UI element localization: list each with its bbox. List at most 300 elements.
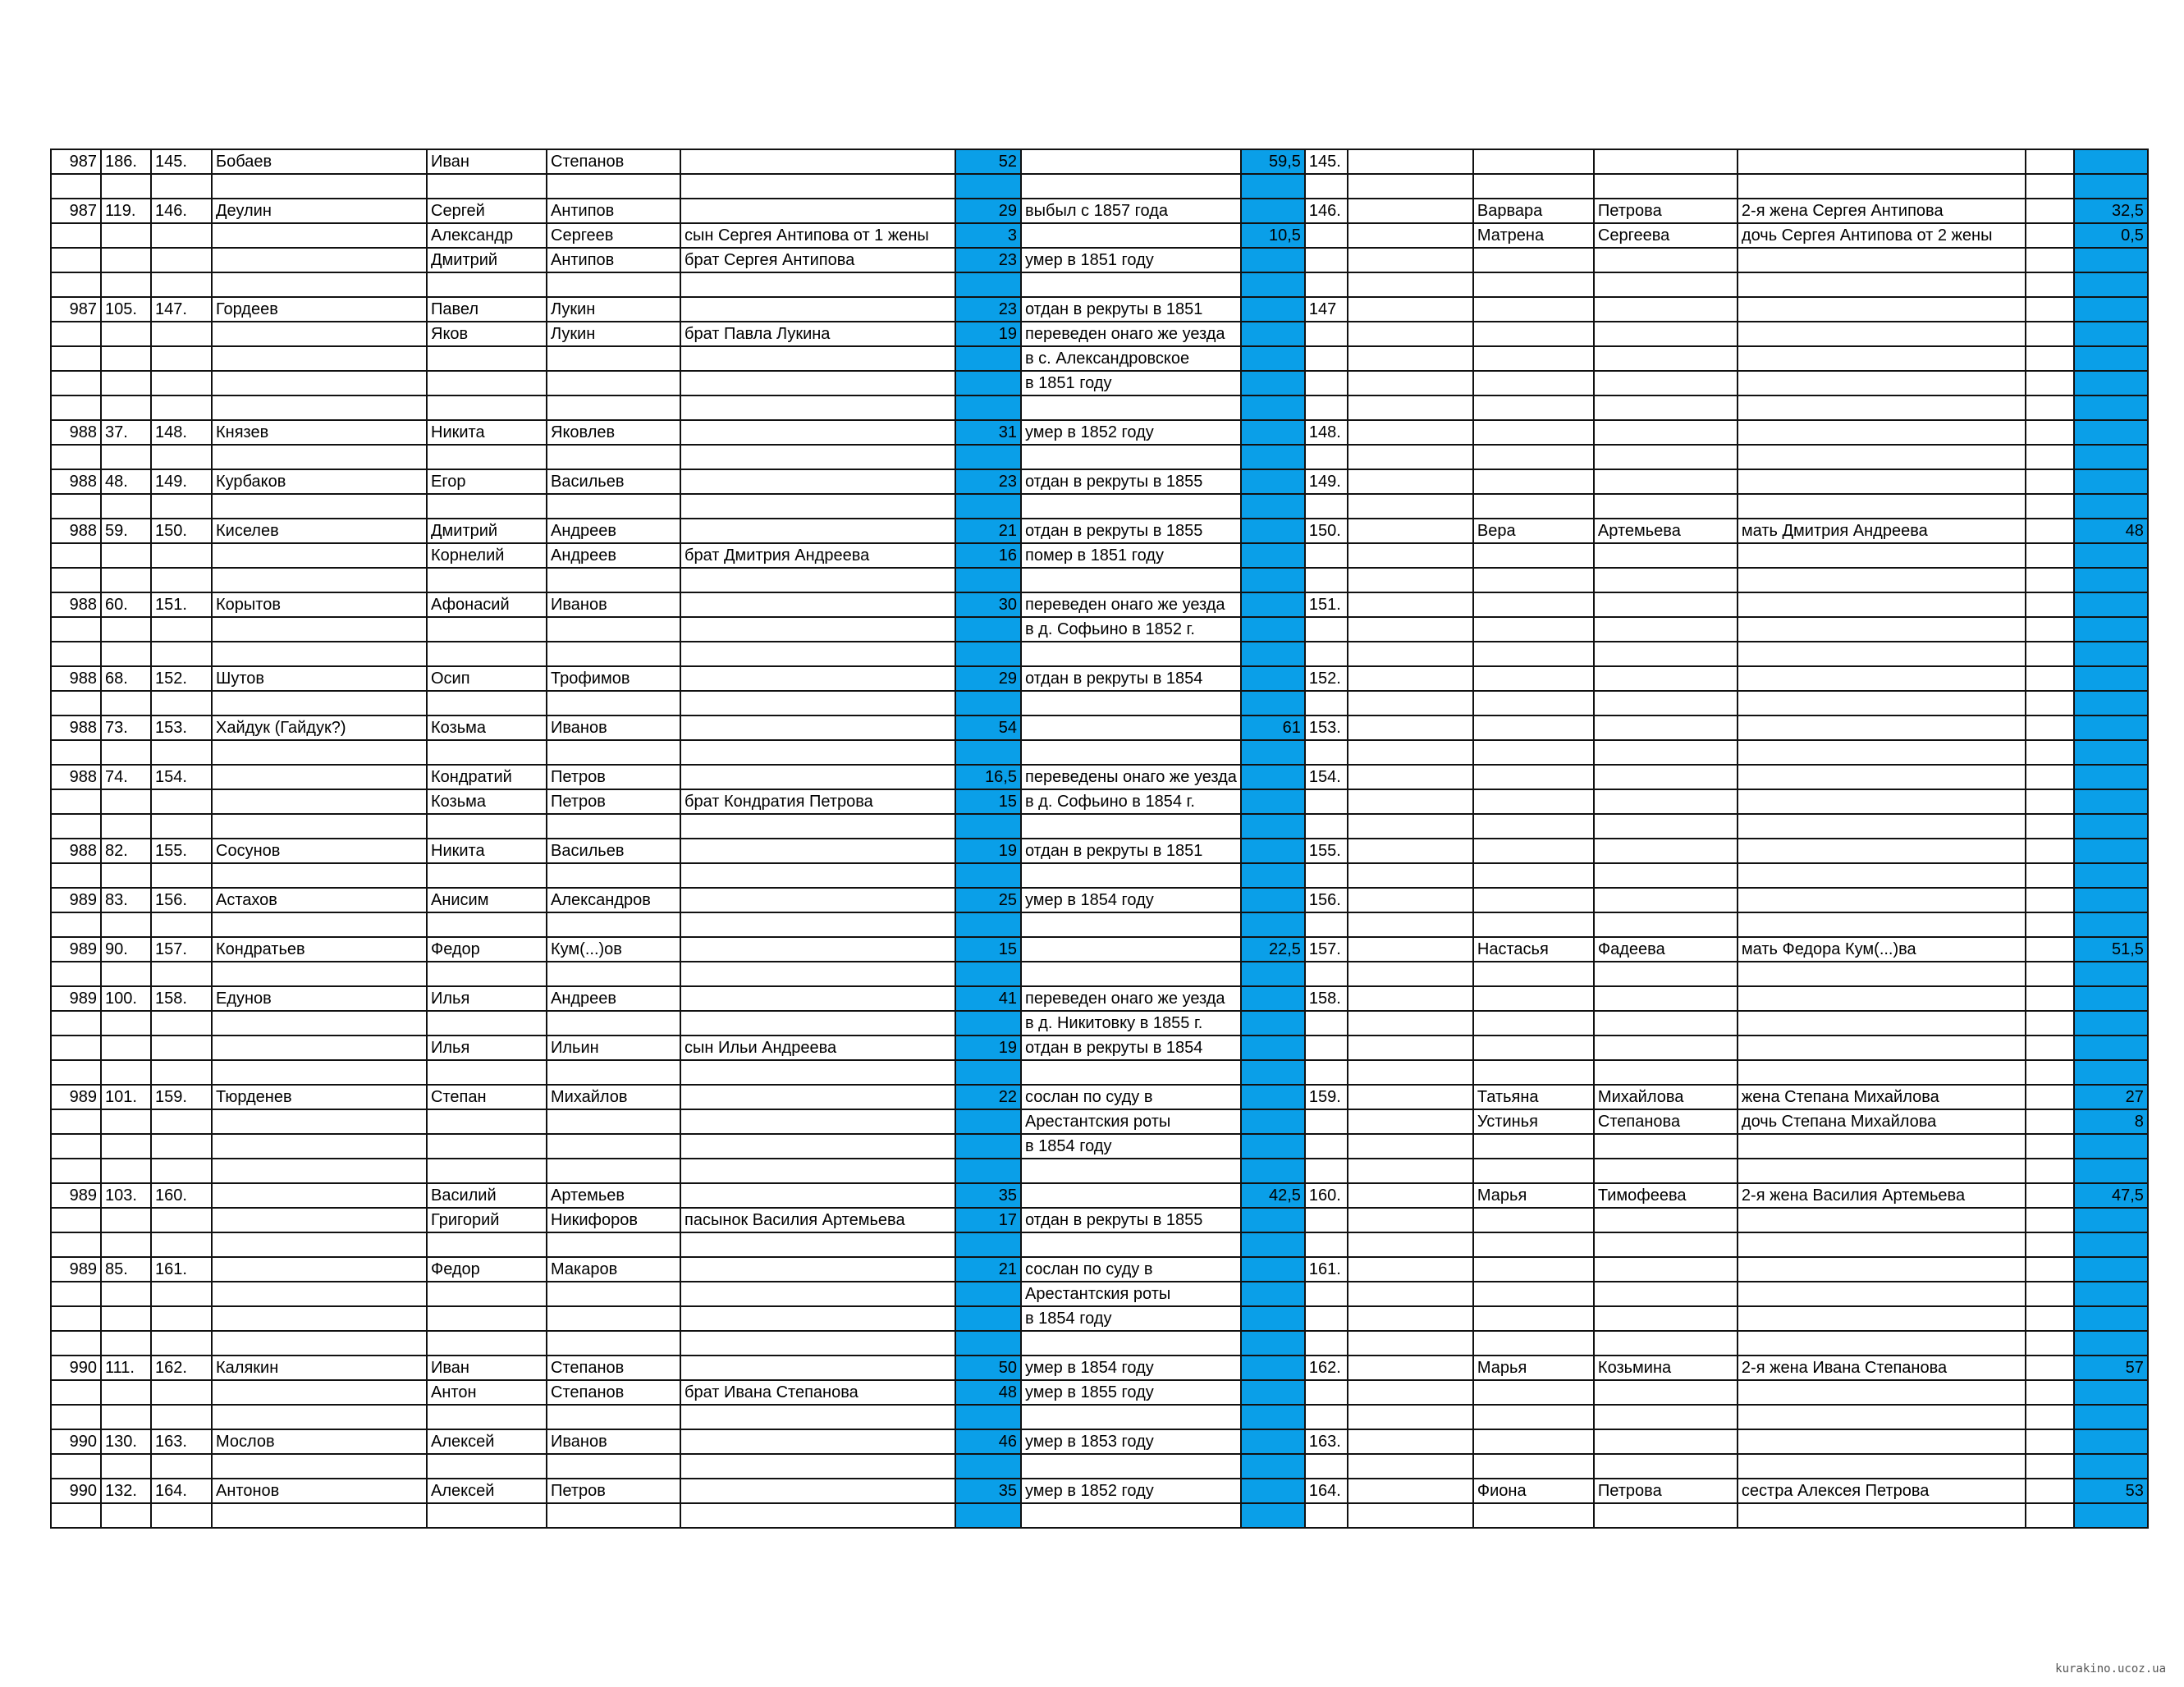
female-age-cell: 48: [2074, 519, 2148, 543]
female-age-cell: [2074, 297, 2148, 322]
female-extra-cell: [2026, 1454, 2074, 1479]
table-row: [51, 248, 2148, 272]
household-number-cell: [151, 912, 212, 937]
male-patronymic-cell: Лукин: [547, 297, 680, 322]
household-old-number-cell: 73.: [101, 715, 151, 740]
surname-cell: Сосунов: [212, 839, 427, 863]
female-age-cell: 47,5: [2074, 1183, 2148, 1208]
female-age-cell: [2074, 1405, 2148, 1429]
male-first-name-cell: Козьма: [427, 715, 547, 740]
surname-cell: [212, 789, 427, 814]
household-number-cell: 151.: [151, 592, 212, 617]
female-first-name-cell: [1473, 1159, 1594, 1183]
census-number-cell: 987: [51, 199, 101, 223]
female-extra-cell: [2026, 248, 2074, 272]
female-first-name-cell: Вера: [1473, 519, 1594, 543]
surname-cell: [212, 1011, 427, 1036]
female-patronymic-cell: [1594, 494, 1738, 519]
female-relation-cell: [1738, 1159, 2026, 1183]
female-household-number-cell: [1305, 445, 1348, 469]
male-relation-cell: [680, 1503, 955, 1528]
surname-cell: [212, 223, 427, 248]
female-patronymic-cell: Фадеева: [1594, 937, 1738, 962]
household-number-cell: [151, 691, 212, 715]
male-relation-cell: [680, 962, 955, 986]
household-number-cell: [151, 1159, 212, 1183]
table-row: [51, 1085, 2148, 1109]
household-old-number-cell: [101, 1060, 151, 1085]
male-note-cell: [1021, 1503, 1241, 1528]
female-household-number-cell: 163.: [1305, 1429, 1348, 1454]
male-first-name-cell: [427, 1011, 547, 1036]
female-relation-cell: [1738, 149, 2026, 174]
female-patronymic-cell: [1594, 322, 1738, 346]
household-old-number-cell: [101, 1159, 151, 1183]
male-age-current-cell: [1241, 1331, 1305, 1356]
surname-cell: [212, 174, 427, 199]
male-age-current-cell: [1241, 1159, 1305, 1183]
household-old-number-cell: [101, 1134, 151, 1159]
female-age-cell: 51,5: [2074, 937, 2148, 962]
female-relation-cell: [1738, 1380, 2026, 1405]
household-number-cell: 159.: [151, 1085, 212, 1109]
male-age-current-cell: [1241, 469, 1305, 494]
surname-cell: Курбаков: [212, 469, 427, 494]
male-first-name-cell: Яков: [427, 322, 547, 346]
male-relation-cell: [680, 912, 955, 937]
male-patronymic-cell: [547, 1454, 680, 1479]
female-blank-cell: [1348, 445, 1473, 469]
household-number-cell: [151, 1503, 212, 1528]
male-first-name-cell: [427, 691, 547, 715]
female-patronymic-cell: [1594, 149, 1738, 174]
male-note-cell: умер в 1854 году: [1021, 888, 1241, 912]
table-row: [51, 814, 2148, 839]
male-relation-cell: [680, 174, 955, 199]
male-age-cell: 15: [955, 789, 1021, 814]
household-number-cell: [151, 642, 212, 666]
male-patronymic-cell: Андреев: [547, 519, 680, 543]
male-note-cell: [1021, 1405, 1241, 1429]
male-patronymic-cell: [547, 1232, 680, 1257]
household-old-number-cell: 111.: [101, 1356, 151, 1380]
female-patronymic-cell: [1594, 1232, 1738, 1257]
census-number-cell: [51, 691, 101, 715]
male-note-cell: [1021, 814, 1241, 839]
female-relation-cell: [1738, 322, 2026, 346]
male-note-cell: отдан в рекруты в 1851: [1021, 839, 1241, 863]
male-relation-cell: [680, 1183, 955, 1208]
surname-cell: [212, 1036, 427, 1060]
male-note-cell: отдан в рекруты в 1851: [1021, 297, 1241, 322]
female-relation-cell: жена Степана Михайлова: [1738, 1085, 2026, 1109]
female-patronymic-cell: Михайлова: [1594, 1085, 1738, 1109]
surname-cell: [212, 272, 427, 297]
male-first-name-cell: [427, 617, 547, 642]
male-age-current-cell: [1241, 789, 1305, 814]
male-age-cell: [955, 740, 1021, 765]
male-age-cell: [955, 1331, 1021, 1356]
male-age-cell: [955, 346, 1021, 371]
household-old-number-cell: [101, 789, 151, 814]
census-number-cell: [51, 568, 101, 592]
female-blank-cell: [1348, 297, 1473, 322]
census-number-cell: [51, 962, 101, 986]
household-number-cell: [151, 223, 212, 248]
female-age-cell: [2074, 174, 2148, 199]
male-note-cell: [1021, 740, 1241, 765]
female-extra-cell: [2026, 962, 2074, 986]
male-note-cell: [1021, 863, 1241, 888]
census-number-cell: 989: [51, 1257, 101, 1282]
male-relation-cell: [680, 420, 955, 445]
table-row: [51, 1159, 2148, 1183]
household-number-cell: [151, 1405, 212, 1429]
female-extra-cell: [2026, 1232, 2074, 1257]
male-patronymic-cell: [547, 912, 680, 937]
female-household-number-cell: [1305, 691, 1348, 715]
male-relation-cell: брат Ивана Степанова: [680, 1380, 955, 1405]
male-age-current-cell: [1241, 642, 1305, 666]
table-row: [51, 740, 2148, 765]
census-number-cell: [51, 1060, 101, 1085]
male-patronymic-cell: Степанов: [547, 1356, 680, 1380]
female-household-number-cell: [1305, 174, 1348, 199]
surname-cell: Тюрденев: [212, 1085, 427, 1109]
household-old-number-cell: [101, 248, 151, 272]
female-blank-cell: [1348, 617, 1473, 642]
female-first-name-cell: Марья: [1473, 1356, 1594, 1380]
male-age-current-cell: 10,5: [1241, 223, 1305, 248]
female-age-cell: [2074, 715, 2148, 740]
male-age-current-cell: [1241, 248, 1305, 272]
male-patronymic-cell: Александров: [547, 888, 680, 912]
male-age-current-cell: [1241, 1011, 1305, 1036]
household-number-cell: 160.: [151, 1183, 212, 1208]
male-patronymic-cell: Трофимов: [547, 666, 680, 691]
male-age-cell: 21: [955, 519, 1021, 543]
male-age-cell: 19: [955, 839, 1021, 863]
household-number-cell: [151, 1036, 212, 1060]
female-blank-cell: [1348, 1454, 1473, 1479]
female-household-number-cell: 150.: [1305, 519, 1348, 543]
female-patronymic-cell: [1594, 1159, 1738, 1183]
female-extra-cell: [2026, 617, 2074, 642]
female-household-number-cell: [1305, 322, 1348, 346]
female-household-number-cell: [1305, 1036, 1348, 1060]
male-relation-cell: [680, 1306, 955, 1331]
female-age-cell: 32,5: [2074, 199, 2148, 223]
table-row: [51, 765, 2148, 789]
female-blank-cell: [1348, 592, 1473, 617]
census-number-cell: [51, 371, 101, 395]
female-age-cell: [2074, 1503, 2148, 1528]
female-blank-cell: [1348, 1183, 1473, 1208]
household-old-number-cell: 68.: [101, 666, 151, 691]
female-extra-cell: [2026, 1134, 2074, 1159]
household-old-number-cell: [101, 1331, 151, 1356]
surname-cell: [212, 395, 427, 420]
surname-cell: [212, 1060, 427, 1085]
male-age-current-cell: [1241, 199, 1305, 223]
female-first-name-cell: [1473, 445, 1594, 469]
female-relation-cell: [1738, 420, 2026, 445]
surname-cell: [212, 1232, 427, 1257]
female-age-cell: [2074, 494, 2148, 519]
male-age-current-cell: [1241, 1036, 1305, 1060]
male-first-name-cell: [427, 371, 547, 395]
female-relation-cell: [1738, 740, 2026, 765]
male-first-name-cell: [427, 1331, 547, 1356]
female-extra-cell: [2026, 814, 2074, 839]
surname-cell: [212, 691, 427, 715]
female-extra-cell: [2026, 272, 2074, 297]
female-blank-cell: [1348, 1429, 1473, 1454]
female-household-number-cell: [1305, 346, 1348, 371]
surname-cell: [212, 863, 427, 888]
female-blank-cell: [1348, 765, 1473, 789]
female-first-name-cell: [1473, 642, 1594, 666]
female-age-cell: 0,5: [2074, 223, 2148, 248]
male-first-name-cell: [427, 395, 547, 420]
female-patronymic-cell: [1594, 174, 1738, 199]
surname-cell: [212, 1257, 427, 1282]
household-old-number-cell: [101, 568, 151, 592]
female-first-name-cell: [1473, 888, 1594, 912]
female-relation-cell: [1738, 666, 2026, 691]
female-blank-cell: [1348, 1232, 1473, 1257]
male-patronymic-cell: [547, 1109, 680, 1134]
male-first-name-cell: Козьма: [427, 789, 547, 814]
male-relation-cell: пасынок Василия Артемьева: [680, 1208, 955, 1232]
male-age-current-cell: [1241, 740, 1305, 765]
female-age-cell: [2074, 1159, 2148, 1183]
male-patronymic-cell: Андреев: [547, 986, 680, 1011]
female-household-number-cell: [1305, 1306, 1348, 1331]
surname-cell: [212, 445, 427, 469]
male-first-name-cell: Корнелий: [427, 543, 547, 568]
female-blank-cell: [1348, 1405, 1473, 1429]
census-number-cell: [51, 1011, 101, 1036]
female-first-name-cell: [1473, 666, 1594, 691]
female-relation-cell: мать Дмитрия Андреева: [1738, 519, 2026, 543]
female-household-number-cell: 153.: [1305, 715, 1348, 740]
female-extra-cell: [2026, 912, 2074, 937]
household-old-number-cell: [101, 1208, 151, 1232]
household-number-cell: 163.: [151, 1429, 212, 1454]
table-row: [51, 445, 2148, 469]
male-patronymic-cell: [547, 962, 680, 986]
male-relation-cell: [680, 395, 955, 420]
female-first-name-cell: [1473, 912, 1594, 937]
female-extra-cell: [2026, 223, 2074, 248]
male-age-cell: 21: [955, 1257, 1021, 1282]
household-old-number-cell: 60.: [101, 592, 151, 617]
male-relation-cell: [680, 986, 955, 1011]
female-age-cell: [2074, 1306, 2148, 1331]
female-extra-cell: [2026, 937, 2074, 962]
female-extra-cell: [2026, 1208, 2074, 1232]
male-note-cell: [1021, 1454, 1241, 1479]
female-blank-cell: [1348, 715, 1473, 740]
female-relation-cell: [1738, 986, 2026, 1011]
female-first-name-cell: [1473, 740, 1594, 765]
female-age-cell: [2074, 617, 2148, 642]
household-old-number-cell: 186.: [101, 149, 151, 174]
female-household-number-cell: 162.: [1305, 1356, 1348, 1380]
female-blank-cell: [1348, 1380, 1473, 1405]
table-row: [51, 174, 2148, 199]
table-row: [51, 691, 2148, 715]
female-age-cell: [2074, 986, 2148, 1011]
female-household-number-cell: [1305, 1159, 1348, 1183]
table-row: [51, 863, 2148, 888]
male-patronymic-cell: [547, 1331, 680, 1356]
male-first-name-cell: [427, 494, 547, 519]
female-household-number-cell: [1305, 395, 1348, 420]
male-age-cell: [955, 1011, 1021, 1036]
census-number-cell: 989: [51, 937, 101, 962]
female-household-number-cell: [1305, 371, 1348, 395]
surname-cell: [212, 617, 427, 642]
table-row: [51, 1503, 2148, 1528]
census-number-cell: 990: [51, 1356, 101, 1380]
female-household-number-cell: 154.: [1305, 765, 1348, 789]
census-number-cell: 987: [51, 149, 101, 174]
female-extra-cell: [2026, 765, 2074, 789]
census-number-cell: [51, 1232, 101, 1257]
female-first-name-cell: [1473, 839, 1594, 863]
female-relation-cell: дочь Степана Михайлова: [1738, 1109, 2026, 1134]
female-first-name-cell: [1473, 1060, 1594, 1085]
male-age-cell: [955, 1060, 1021, 1085]
male-first-name-cell: [427, 272, 547, 297]
female-extra-cell: [2026, 1405, 2074, 1429]
male-age-cell: 46: [955, 1429, 1021, 1454]
female-first-name-cell: [1473, 986, 1594, 1011]
female-extra-cell: [2026, 1503, 2074, 1528]
male-first-name-cell: Анисим: [427, 888, 547, 912]
female-blank-cell: [1348, 1331, 1473, 1356]
male-age-cell: [955, 962, 1021, 986]
table-row: [51, 149, 2148, 174]
female-age-cell: [2074, 642, 2148, 666]
female-relation-cell: [1738, 272, 2026, 297]
female-blank-cell: [1348, 1134, 1473, 1159]
female-household-number-cell: [1305, 1208, 1348, 1232]
male-relation-cell: [680, 1085, 955, 1109]
male-note-cell: [1021, 1331, 1241, 1356]
female-patronymic-cell: Козьмина: [1594, 1356, 1738, 1380]
female-age-cell: [2074, 322, 2148, 346]
census-number-cell: 989: [51, 1183, 101, 1208]
household-old-number-cell: [101, 912, 151, 937]
male-age-current-cell: [1241, 1503, 1305, 1528]
female-extra-cell: [2026, 469, 2074, 494]
female-first-name-cell: [1473, 568, 1594, 592]
male-relation-cell: [680, 740, 955, 765]
household-number-cell: [151, 740, 212, 765]
census-number-cell: 989: [51, 888, 101, 912]
male-note-cell: [1021, 1159, 1241, 1183]
female-extra-cell: [2026, 543, 2074, 568]
male-relation-cell: [680, 1282, 955, 1306]
household-number-cell: [151, 1454, 212, 1479]
surname-cell: Шутов: [212, 666, 427, 691]
household-number-cell: [151, 272, 212, 297]
male-relation-cell: [680, 1257, 955, 1282]
male-first-name-cell: Иван: [427, 149, 547, 174]
census-number-cell: [51, 494, 101, 519]
male-age-cell: [955, 1306, 1021, 1331]
female-age-cell: [2074, 962, 2148, 986]
female-relation-cell: [1738, 469, 2026, 494]
table-row: [51, 395, 2148, 420]
female-first-name-cell: [1473, 174, 1594, 199]
female-relation-cell: [1738, 1306, 2026, 1331]
female-extra-cell: [2026, 1429, 2074, 1454]
household-number-cell: 157.: [151, 937, 212, 962]
surname-cell: [212, 568, 427, 592]
male-note-cell: умер в 1854 году: [1021, 1356, 1241, 1380]
male-first-name-cell: [427, 962, 547, 986]
household-number-cell: [151, 494, 212, 519]
female-blank-cell: [1348, 986, 1473, 1011]
female-blank-cell: [1348, 888, 1473, 912]
male-age-current-cell: [1241, 420, 1305, 445]
female-extra-cell: [2026, 1380, 2074, 1405]
female-patronymic-cell: Артемьева: [1594, 519, 1738, 543]
table-row: [51, 1011, 2148, 1036]
female-extra-cell: [2026, 420, 2074, 445]
male-patronymic-cell: Артемьев: [547, 1183, 680, 1208]
household-number-cell: [151, 863, 212, 888]
table-row: [51, 1282, 2148, 1306]
household-number-cell: 164.: [151, 1479, 212, 1503]
female-blank-cell: [1348, 814, 1473, 839]
male-age-cell: [955, 1454, 1021, 1479]
male-patronymic-cell: [547, 1503, 680, 1528]
female-blank-cell: [1348, 174, 1473, 199]
household-old-number-cell: 74.: [101, 765, 151, 789]
male-first-name-cell: [427, 1503, 547, 1528]
female-relation-cell: [1738, 592, 2026, 617]
female-age-cell: 27: [2074, 1085, 2148, 1109]
surname-cell: [212, 912, 427, 937]
census-number-cell: [51, 1380, 101, 1405]
table-row: [51, 1183, 2148, 1208]
table-row: [51, 1060, 2148, 1085]
household-number-cell: [151, 617, 212, 642]
household-number-cell: 152.: [151, 666, 212, 691]
male-note-cell: помер в 1851 году: [1021, 543, 1241, 568]
male-age-cell: 23: [955, 248, 1021, 272]
male-relation-cell: [680, 1454, 955, 1479]
table-row: [51, 1208, 2148, 1232]
female-first-name-cell: [1473, 322, 1594, 346]
male-patronymic-cell: Степанов: [547, 1380, 680, 1405]
male-note-cell: [1021, 149, 1241, 174]
female-extra-cell: [2026, 149, 2074, 174]
male-relation-cell: [680, 863, 955, 888]
female-blank-cell: [1348, 469, 1473, 494]
male-first-name-cell: Алексей: [427, 1429, 547, 1454]
surname-cell: Корытов: [212, 592, 427, 617]
female-patronymic-cell: [1594, 1306, 1738, 1331]
census-number-cell: [51, 395, 101, 420]
male-age-current-cell: [1241, 272, 1305, 297]
female-age-cell: [2074, 1331, 2148, 1356]
